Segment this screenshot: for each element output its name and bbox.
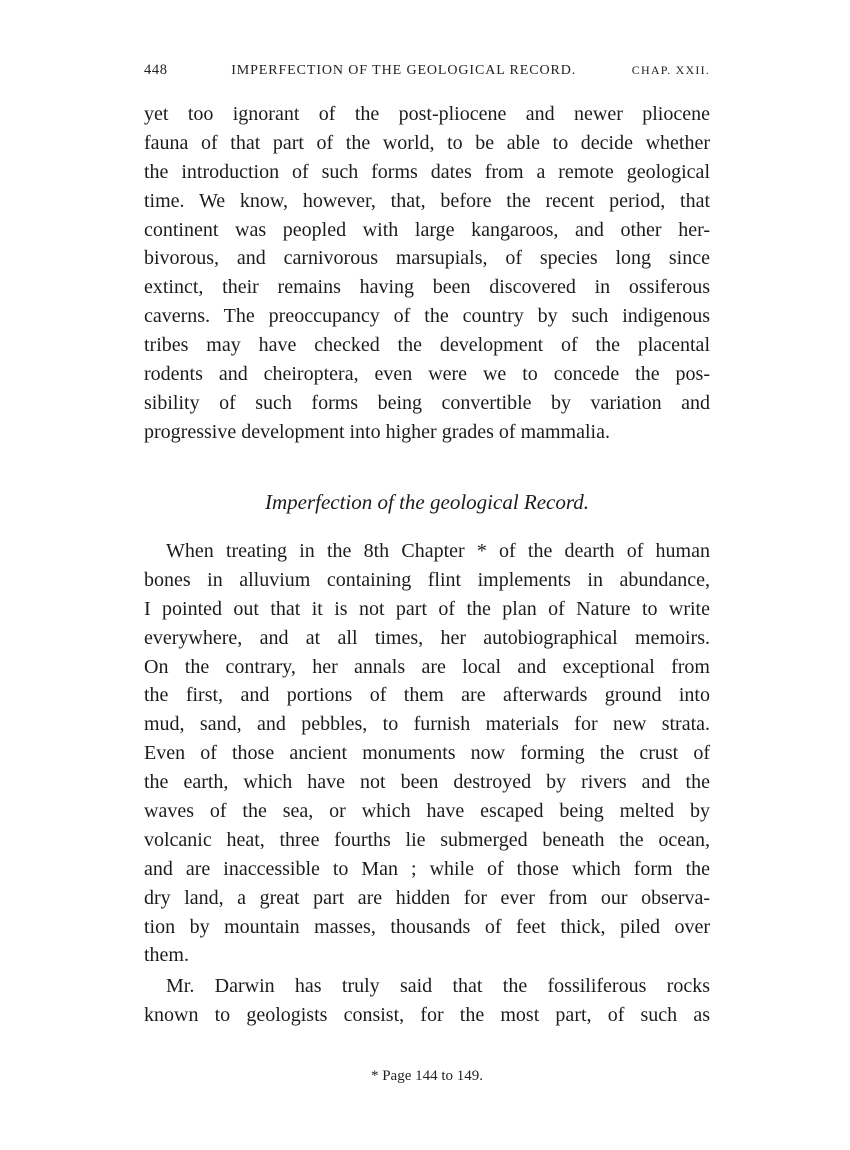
paragraph-1	[144, 100, 710, 447]
text-line: bones in alluvium containing flint implements in abundance,	[144, 568, 710, 591]
text-line: the first, and portions of them are afterwards ground into	[144, 684, 710, 707]
text-line: On the contrary, her annals are local and exceptional from	[144, 655, 710, 678]
text-line: sibility of such forms being convertible by variation and	[144, 391, 710, 414]
text-line: known to geologists consist, for the most part, of such as	[144, 1003, 710, 1026]
text-line: caverns. The preoccupancy of the country by such indigenous	[144, 305, 710, 328]
text-line: the earth, which have not been destroyed by rivers and the	[144, 771, 710, 794]
chapter-label: CHAP. XXII.	[631, 63, 710, 77]
text-line: yet too ignorant of the post-pliocene and newer pliocene	[144, 103, 710, 125]
text-line: the introduction of such forms dates from a remote geological	[144, 160, 710, 183]
text-line: tion by mountain masses, thousands of feet thick, piled over	[144, 915, 710, 938]
section-heading: Imperfection of the geological Record.	[264, 490, 590, 514]
footnote: * Page 144 to 149.	[370, 1068, 484, 1084]
text-line: I pointed out that it is not part of the plan of Nature to write	[144, 597, 710, 620]
paragraph-2	[144, 537, 710, 970]
text-line: volcanic heat, three fourths lie submerged beneath the ocean,	[144, 828, 710, 851]
running-title: IMPERFECTION OF THE GEOLOGICAL RECORD.	[231, 63, 577, 78]
text-line: time. We know, however, that, before the recent period, that	[144, 189, 710, 212]
text-line: fauna of that part of the world, to be able to decide whether	[144, 131, 710, 154]
page-number: 448	[144, 62, 168, 78]
text-line: mud, sand, and pebbles, to furnish materials for new strata.	[144, 713, 710, 736]
text-line: them.	[144, 944, 189, 967]
running-head	[144, 62, 710, 79]
text-line: progressive development into higher grades of mammalia.	[144, 420, 610, 443]
text-line: dry land, a great part are hidden for ever from our observa-	[144, 886, 710, 909]
text-line: When treating in the 8th Chapter * of the dearth of human	[166, 540, 710, 562]
text-line: tribes may have checked the development of the placental	[144, 334, 710, 357]
text-line: continent was peopled with large kangaroos, and other her-	[144, 218, 710, 241]
text-line: Even of those ancient monuments now forming the crust of	[144, 742, 710, 765]
text-line: everywhere, and at all times, her autobiographical memoirs.	[144, 626, 710, 649]
text-line: bivorous, and carnivorous marsupials, of species long since	[144, 247, 710, 270]
text-line: waves of the sea, or which have escaped being melted by	[144, 800, 710, 823]
text-line: Mr. Darwin has truly said that the fossiliferous rocks	[166, 975, 710, 997]
text-line: and are inaccessible to Man ; while of those which form the	[144, 857, 710, 880]
text-line: extinct, their remains having been discovered in ossiferous	[144, 276, 710, 299]
paragraph-3	[144, 972, 710, 1030]
text-line: rodents and cheiroptera, even were we to concede the pos-	[144, 363, 710, 386]
